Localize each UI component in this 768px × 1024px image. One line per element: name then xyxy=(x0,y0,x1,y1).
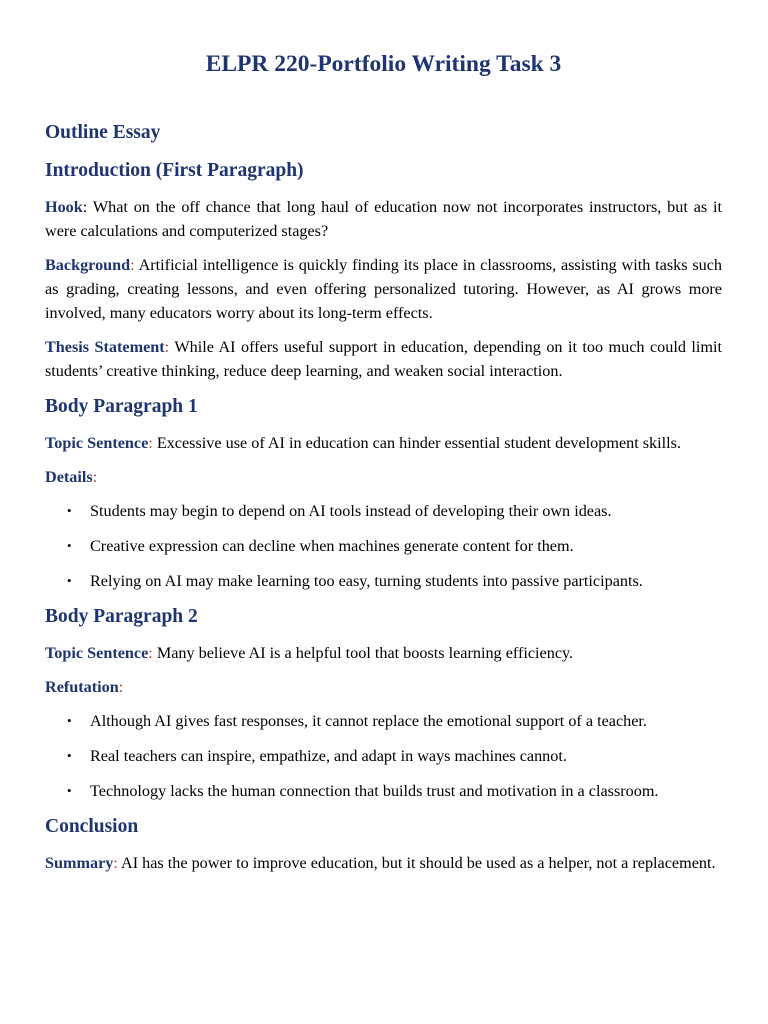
list-item xyxy=(45,499,722,523)
document-title: ELPR 220-Portfolio Writing Task 3 xyxy=(205,51,562,77)
hook-text: What on the off chance that long haul of education now not incorporates instructors, but as it were calculations and computerized stages? xyxy=(45,198,722,240)
introduction-heading: Introduction (First Paragraph) xyxy=(45,160,304,181)
body2-topic-label: Topic Sentence xyxy=(45,644,149,662)
list-item-text: Creative expression can decline when machines generate content for them. xyxy=(90,537,574,555)
list-item xyxy=(45,779,722,803)
refutation-paragraph xyxy=(45,675,722,699)
bullet-icon: • xyxy=(67,573,72,588)
body1-topic-colon: : xyxy=(148,434,153,452)
body2-topic-paragraph xyxy=(45,641,722,665)
list-item xyxy=(45,744,722,768)
details-paragraph xyxy=(45,465,722,489)
list-item-text: Students may begin to depend on AI tools instead of developing their own ideas. xyxy=(90,502,612,520)
refutation-list xyxy=(45,709,722,803)
list-item xyxy=(45,534,722,558)
summary-paragraph xyxy=(45,851,722,875)
background-paragraph xyxy=(45,253,722,325)
bullet-icon: • xyxy=(67,503,72,518)
list-item-text: Real teachers can inspire, empathize, and adapt in ways machines cannot. xyxy=(90,747,567,765)
body1-topic-paragraph xyxy=(45,431,722,455)
body-paragraph-1-heading: Body Paragraph 1 xyxy=(45,396,198,417)
bullet-icon: • xyxy=(67,713,72,728)
hook-paragraph xyxy=(45,195,722,243)
bullet-icon: • xyxy=(67,783,72,798)
conclusion-heading: Conclusion xyxy=(45,816,139,837)
thesis-paragraph xyxy=(45,335,722,383)
list-item-text: Relying on AI may make learning too easy, turning students into passive participants. xyxy=(90,572,643,590)
summary-text: AI has the power to improve education, but it should be used as a helper, not a replacement. xyxy=(117,854,716,872)
details-list xyxy=(45,499,722,593)
hook-label: Hook xyxy=(45,198,83,216)
details-label: Details xyxy=(45,468,93,486)
background-colon: : xyxy=(130,256,135,274)
list-item xyxy=(45,569,722,593)
details-colon: : xyxy=(92,468,98,486)
summary-colon: : xyxy=(113,854,118,872)
thesis-label: Thesis Statement xyxy=(45,338,165,356)
outline-heading: Outline Essay xyxy=(45,122,161,143)
list-item-text: Although AI gives fast responses, it cannot replace the emotional support of a teacher. xyxy=(90,712,647,730)
body1-topic-text: Excessive use of AI in education can hinder essential student development skills. xyxy=(152,434,681,452)
background-text: Artificial intelligence is quickly finding its place in classrooms, assisting with tasks such as grading, creating lessons, and even offering personalized tutoring. However, as AI grows more involved, many educators worry about its long-term effects. xyxy=(45,256,722,322)
body2-topic-colon: : xyxy=(148,644,153,662)
bullet-icon: • xyxy=(67,538,72,553)
body2-topic-text: Many believe AI is a helpful tool that boosts learning efficiency. xyxy=(152,644,574,662)
refutation-colon: : xyxy=(118,678,124,696)
refutation-label: Refutation xyxy=(45,678,119,696)
thesis-text: While AI offers useful support in education, depending on it too much could limit students’ creative thinking, reduce deep learning, and weaken social interaction. xyxy=(45,338,722,380)
body1-topic-label: Topic Sentence xyxy=(45,434,149,452)
background-label: Background xyxy=(45,256,131,274)
list-item-text: Technology lacks the human connection that builds trust and motivation in a classroom. xyxy=(90,782,659,800)
thesis-colon: : xyxy=(164,338,170,356)
hook-colon: : xyxy=(82,198,88,216)
body-paragraph-2-heading: Body Paragraph 2 xyxy=(45,606,198,627)
list-item xyxy=(45,709,722,733)
bullet-icon: • xyxy=(67,748,72,763)
summary-label: Summary xyxy=(45,854,114,872)
